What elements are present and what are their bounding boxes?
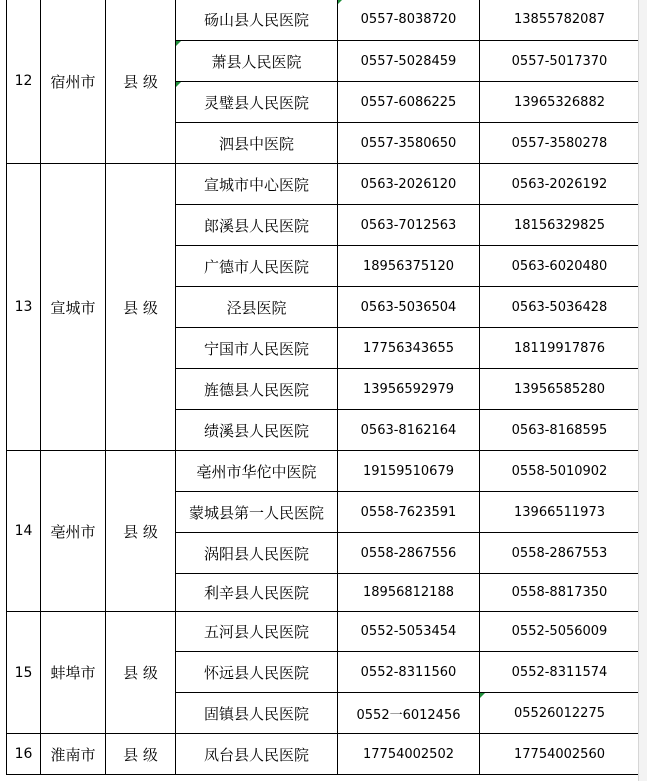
phone1-cell[interactable]	[338, 41, 480, 82]
hospital-cell[interactable]	[176, 693, 338, 734]
hospital-cell-text: 五河县人民医院	[203, 623, 309, 641]
hospital-cell-text: 绩溪县人民医院	[203, 421, 309, 440]
phone1-cell[interactable]	[338, 205, 480, 246]
phone2-cell-text: 18119917876	[514, 340, 605, 356]
hospital-cell[interactable]	[176, 82, 338, 123]
hospital-cell[interactable]	[176, 41, 338, 82]
phone1-cell-text: 0557-5028459	[360, 53, 457, 69]
phone2-cell[interactable]	[480, 410, 640, 451]
city-cell[interactable]: 亳州市	[41, 451, 106, 612]
error-indicator-icon	[338, 0, 343, 4]
phone2-cell-text: 13965326882	[514, 94, 605, 110]
level-cell[interactable]: 县 级	[106, 0, 176, 164]
phone1-cell[interactable]	[338, 612, 480, 652]
hospital-cell-text: 亳州市华佗中医院	[196, 462, 317, 481]
hospital-cell[interactable]	[176, 451, 338, 492]
hospital-cell[interactable]	[176, 328, 338, 369]
city-cell[interactable]: 宿州市	[41, 0, 106, 164]
phone2-cell[interactable]	[480, 123, 640, 164]
phone2-cell[interactable]	[480, 328, 640, 369]
phone2-cell[interactable]	[480, 41, 640, 82]
table-row	[7, 612, 640, 652]
city-cell[interactable]: 淮南市	[41, 734, 106, 775]
hospital-cell[interactable]	[176, 492, 338, 533]
phone1-cell[interactable]	[338, 287, 480, 328]
phone2-cell-text: 17754002560	[514, 746, 605, 762]
hospital-cell[interactable]	[176, 0, 338, 41]
phone2-cell-text: 0552-8311574	[511, 664, 608, 680]
phone1-cell-text: 0552一6012456	[356, 707, 461, 723]
phone1-cell[interactable]	[338, 451, 480, 492]
phone1-cell-text: 0563-7012563	[360, 217, 457, 233]
hospital-cell-text: 宁国市人民医院	[203, 339, 309, 358]
hospital-cell-text: 萧县人民医院	[211, 52, 302, 71]
hospital-table	[6, 0, 640, 775]
phone1-cell[interactable]	[338, 82, 480, 123]
hospital-cell[interactable]	[176, 574, 338, 612]
hospital-cell[interactable]	[176, 287, 338, 328]
hospital-cell[interactable]	[176, 246, 338, 287]
hospital-cell-text: 凤台县人民医院	[203, 745, 309, 764]
phone2-cell-text: 18156329825	[514, 217, 605, 233]
phone1-cell-text: 0552-8311560	[360, 664, 457, 680]
phone2-cell-text: 13956585280	[514, 381, 605, 397]
hospital-cell-text: 利辛县人民医院	[203, 584, 309, 602]
phone2-cell-text: 0563-2026192	[511, 176, 608, 192]
phone2-cell[interactable]	[480, 287, 640, 328]
phone2-cell-text: 0563-5036428	[511, 299, 608, 315]
phone1-cell-text: 0557-6086225	[360, 94, 457, 110]
phone1-cell[interactable]	[338, 369, 480, 410]
hospital-cell[interactable]	[176, 612, 338, 652]
phone1-cell-text: 0558-2867556	[360, 545, 457, 561]
hospital-cell[interactable]	[176, 652, 338, 693]
phone2-cell-text: 0563-6020480	[511, 258, 608, 274]
table-row	[7, 451, 640, 492]
phone2-cell-text: 0552-5056009	[511, 624, 608, 639]
phone2-cell-text: 0563-8168595	[511, 422, 608, 438]
city-cell[interactable]: 宣城市	[41, 164, 106, 451]
hospital-cell-text: 怀远县人民医院	[203, 663, 309, 682]
phone2-cell[interactable]	[480, 693, 640, 734]
phone2-cell[interactable]	[480, 492, 640, 533]
phone2-cell-text: 13855782087	[514, 12, 605, 27]
row-number[interactable]: 15	[7, 612, 41, 734]
phone2-cell[interactable]	[480, 574, 640, 612]
hospital-cell-text: 泗县中医院	[218, 134, 294, 153]
hospital-cell[interactable]	[176, 164, 338, 205]
hospital-cell-text: 涡阳县人民医院	[203, 544, 309, 563]
error-indicator-icon	[480, 693, 485, 698]
sheet-scroll-edge	[638, 0, 647, 781]
row-number[interactable]: 12	[7, 0, 41, 164]
hospital-cell-text: 蒙城县第一人民医院	[188, 503, 324, 522]
error-indicator-icon	[176, 82, 181, 87]
level-cell[interactable]: 县 级	[106, 734, 176, 775]
phone1-cell[interactable]	[338, 533, 480, 574]
phone1-cell[interactable]	[338, 164, 480, 205]
phone2-cell[interactable]	[480, 369, 640, 410]
phone1-cell-text: 18956812188	[363, 585, 454, 600]
hospital-cell-text: 灵璧县人民医院	[203, 93, 309, 112]
hospital-cell[interactable]	[176, 734, 338, 775]
phone2-cell-text: 0558-5010902	[511, 463, 608, 479]
row-number[interactable]: 13	[7, 164, 41, 451]
phone1-cell-text: 0552-5053454	[360, 624, 457, 639]
phone2-cell[interactable]	[480, 246, 640, 287]
hospital-cell[interactable]	[176, 410, 338, 451]
phone1-cell[interactable]	[338, 574, 480, 612]
row-number[interactable]: 14	[7, 451, 41, 612]
phone1-cell[interactable]	[338, 492, 480, 533]
phone2-cell-text: 0557-3580278	[511, 135, 608, 151]
phone1-cell[interactable]	[338, 652, 480, 693]
phone1-cell-text: 0563-8162164	[360, 422, 457, 438]
phone1-cell-text: 19159510679	[363, 463, 454, 479]
level-cell[interactable]: 县 级	[106, 612, 176, 734]
phone1-cell[interactable]	[338, 123, 480, 164]
phone1-cell[interactable]	[338, 0, 480, 41]
table-row	[7, 734, 640, 775]
phone2-cell[interactable]	[480, 205, 640, 246]
phone1-cell-text: 13956592979	[363, 381, 454, 397]
phone1-cell[interactable]	[338, 693, 480, 734]
phone2-cell-text: 0558-8817350	[511, 585, 608, 600]
table-row	[7, 164, 640, 205]
phone1-cell-text: 17754002502	[363, 746, 454, 762]
hospital-cell[interactable]	[176, 205, 338, 246]
phone2-cell[interactable]	[480, 533, 640, 574]
hospital-cell-text: 郎溪县人民医院	[203, 216, 309, 235]
phone2-cell-text: 05526012275	[514, 705, 605, 721]
phone2-cell[interactable]	[480, 652, 640, 693]
hospital-cell-text: 泾县医院	[226, 298, 287, 317]
phone1-cell-text: 0558-7623591	[360, 504, 457, 520]
phone1-cell-text: 17756343655	[363, 340, 454, 356]
phone1-cell-text: 18956375120	[363, 258, 454, 274]
row-number[interactable]: 16	[7, 734, 41, 775]
phone2-cell[interactable]	[480, 164, 640, 205]
hospital-cell-text: 固镇县人民医院	[203, 704, 309, 723]
phone2-cell-text: 0558-2867553	[511, 545, 608, 561]
hospital-cell-text: 宣城市中心医院	[203, 175, 309, 194]
phone1-cell[interactable]	[338, 734, 480, 775]
hospital-cell-text: 砀山县人民医院	[203, 11, 309, 29]
phone1-cell[interactable]	[338, 246, 480, 287]
phone1-cell[interactable]	[338, 328, 480, 369]
hospital-cell-text: 广德市人民医院	[203, 257, 309, 276]
error-indicator-icon	[176, 41, 181, 46]
level-cell[interactable]: 县 级	[106, 164, 176, 451]
phone1-cell[interactable]	[338, 410, 480, 451]
hospital-cell-text: 旌德县人民医院	[203, 380, 309, 399]
hospital-cell[interactable]	[176, 369, 338, 410]
phone2-cell[interactable]	[480, 82, 640, 123]
table-row	[7, 0, 640, 41]
phone1-cell-text: 0563-5036504	[360, 299, 457, 315]
hospital-cell[interactable]	[176, 123, 338, 164]
city-cell[interactable]: 蚌埠市	[41, 612, 106, 734]
hospital-cell[interactable]	[176, 533, 338, 574]
phone2-cell[interactable]	[480, 0, 640, 41]
phone1-cell-text: 0557-3580650	[360, 135, 457, 151]
phone2-cell-text: 13966511973	[514, 504, 605, 520]
phone1-cell-text: 0557-8038720	[360, 12, 457, 27]
phone2-cell-text: 0557-5017370	[511, 53, 608, 69]
level-cell[interactable]: 县 级	[106, 451, 176, 612]
phone2-cell[interactable]	[480, 734, 640, 775]
phone1-cell-text: 0563-2026120	[360, 176, 457, 192]
phone2-cell[interactable]	[480, 451, 640, 492]
phone2-cell[interactable]	[480, 612, 640, 652]
table-body	[7, 0, 640, 775]
